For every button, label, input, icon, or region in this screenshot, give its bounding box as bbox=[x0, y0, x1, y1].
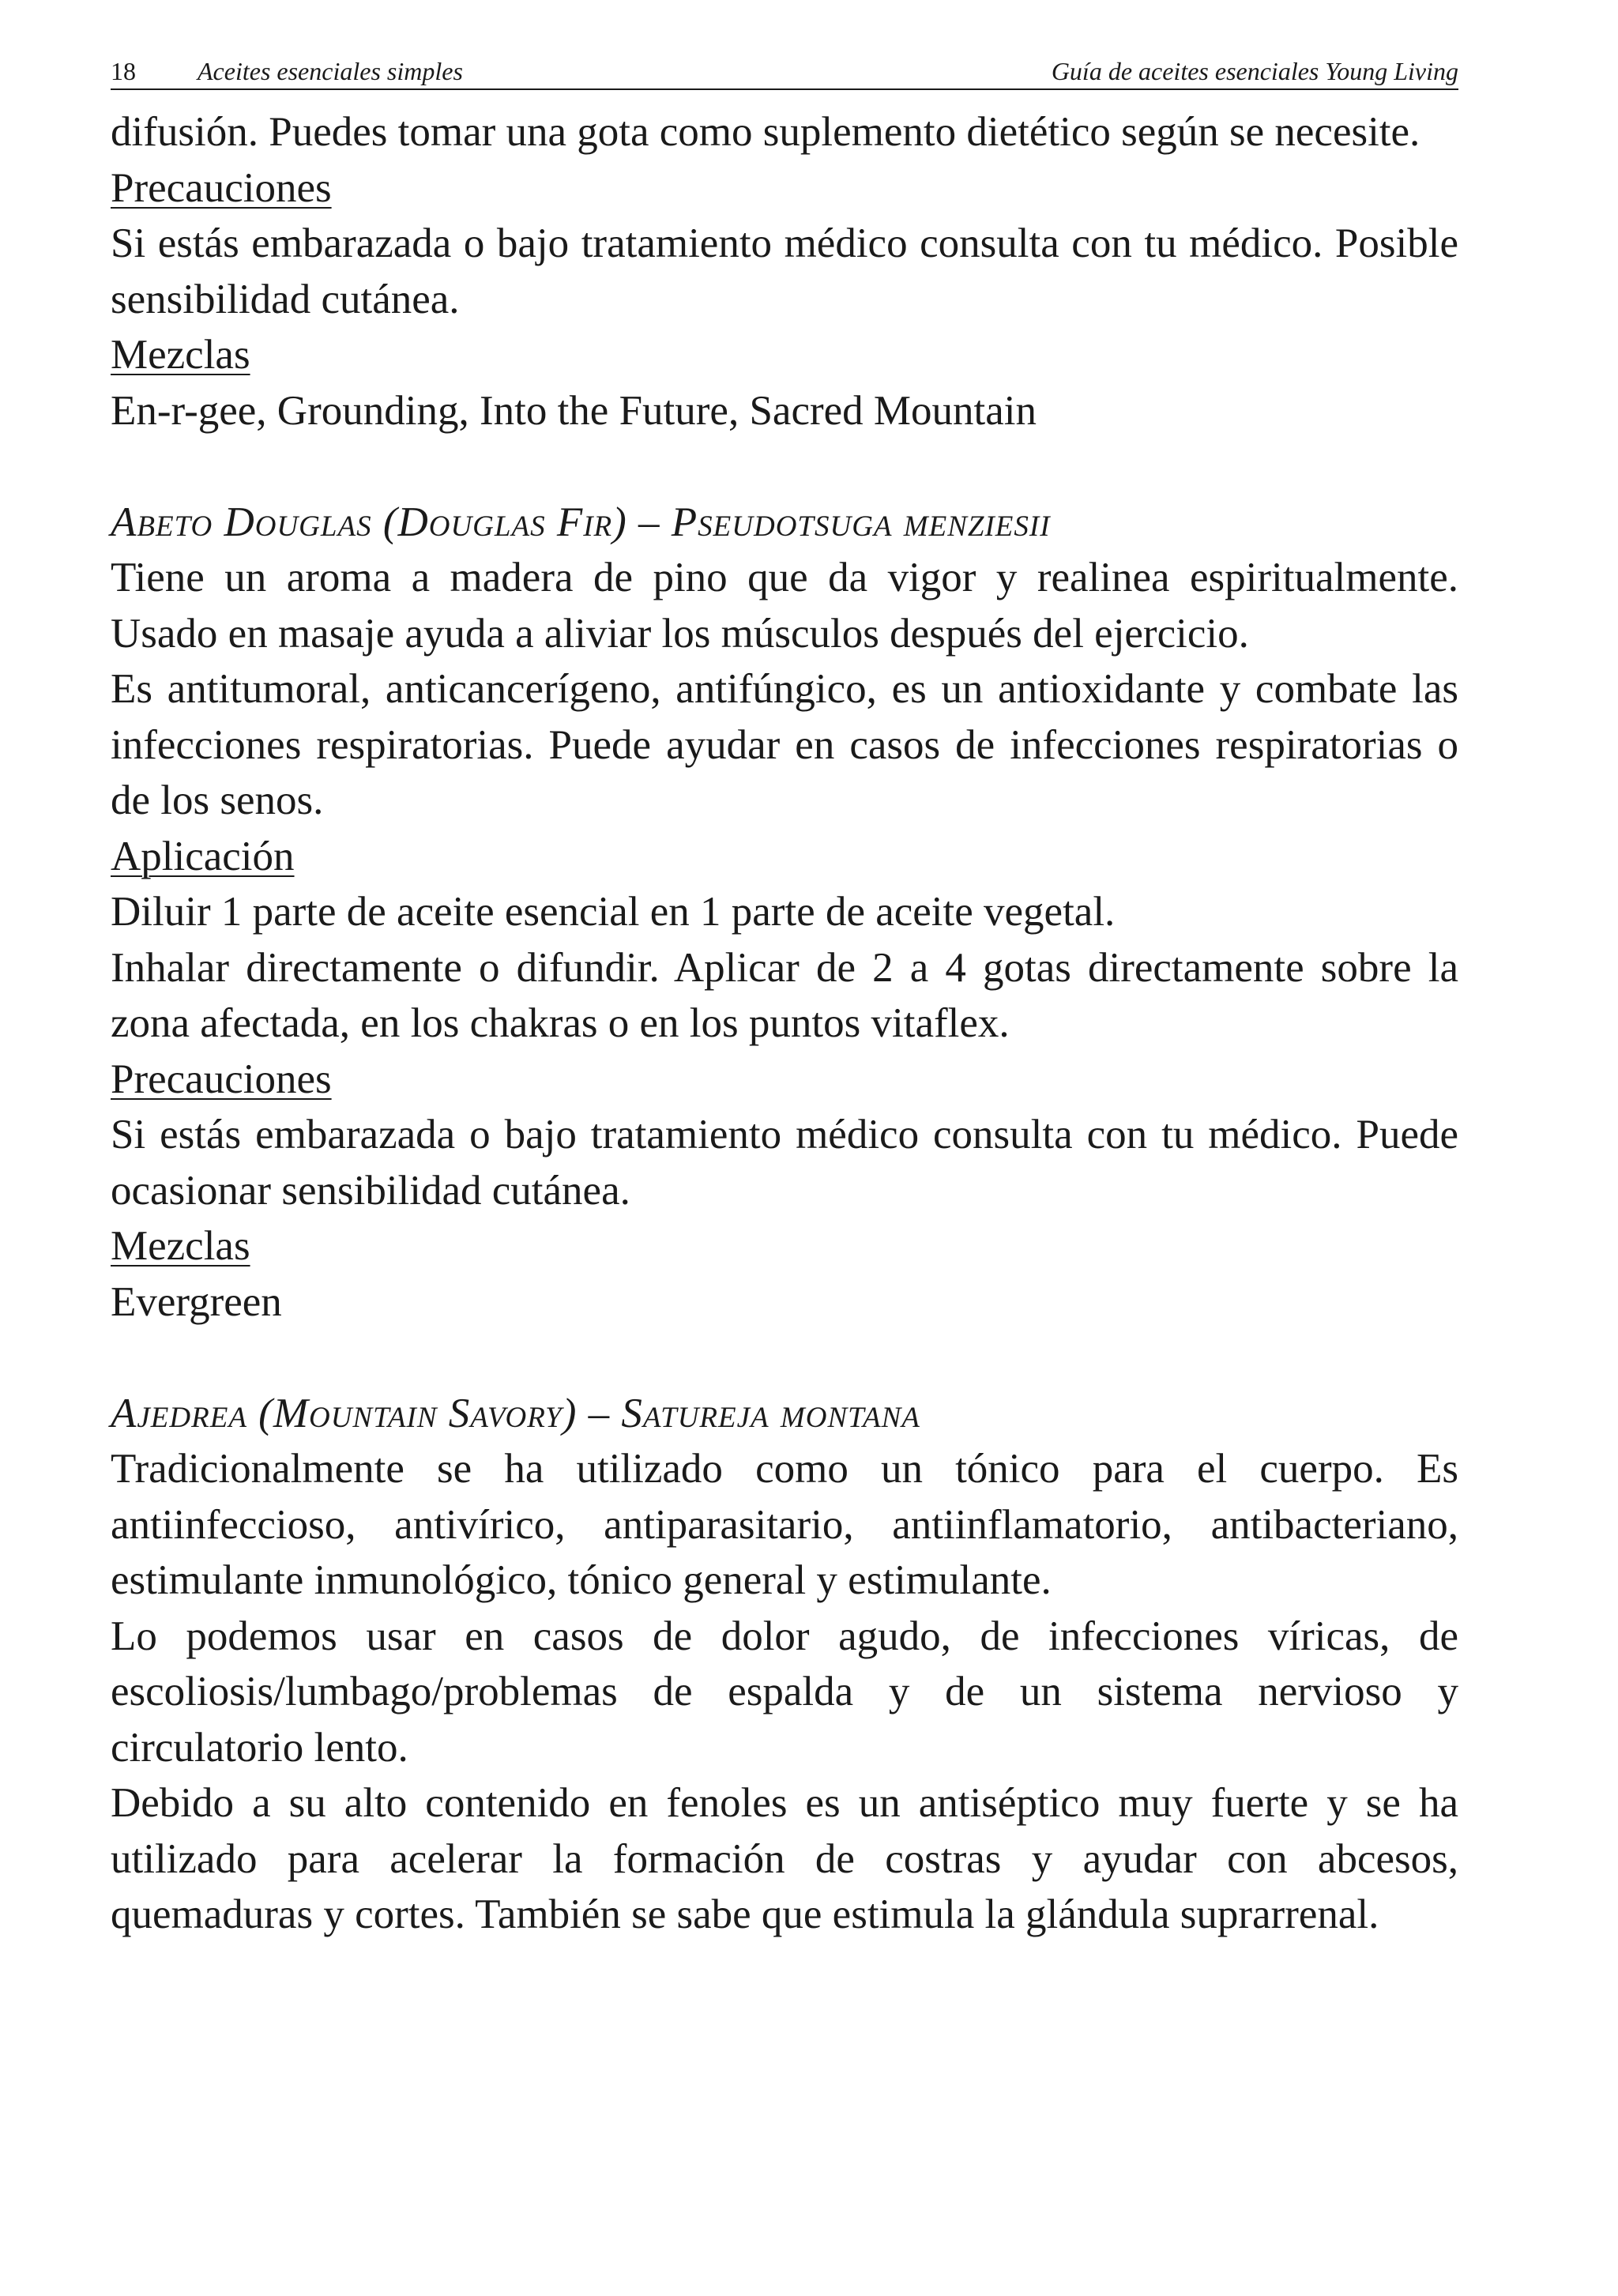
aplicacion-line-2: Inhalar directamente o difundir. Aplicar de 2 a 4 gotas directamente sobre la zona afectada, en los chakras o en los puntos vitaflex. bbox=[111, 944, 1458, 1046]
continuation-paragraph: difusión. Puedes tomar una gota como suplemento dietético según se necesite. bbox=[111, 109, 1420, 155]
document-page bbox=[111, 55, 1458, 1943]
abeto-mezclas-subheading: Mezclas bbox=[111, 1223, 250, 1269]
section-spacer bbox=[111, 438, 1458, 495]
abeto-precauciones-text: Si estás embarazada o bajo tratamiento médico consulta con tu médico. Puede ocasionar sensibilidad cutánea. bbox=[111, 1112, 1458, 1214]
precauciones-text: Si estás embarazada o bajo tratamiento médico consulta con tu médico. Posible sensibilidad cutánea. bbox=[111, 220, 1458, 322]
ajedrea-paragraph-1: Tradicionalmente se ha utilizado como un tónico para el cuerpo. Es antiinfeccioso, antivírico, antiparasitario, antiinflamatorio, antibacteriano, estimulante inmunológico, tónico general y estimulante. bbox=[111, 1446, 1458, 1603]
running-header bbox=[111, 55, 1458, 90]
mezclas-subheading: Mezclas bbox=[111, 332, 250, 378]
aplicacion-line-1: Diluir 1 parte de aceite esencial en 1 parte de aceite vegetal. bbox=[111, 889, 1116, 935]
abeto-mezclas-text: Evergreen bbox=[111, 1278, 282, 1325]
aplicacion-subheading: Aplicación bbox=[111, 833, 295, 879]
ajedrea-paragraph-2: Lo podemos usar en casos de dolor agudo, de infecciones víricas, de escoliosis/lumbago/problemas de espalda y de un sistema nervioso y circulatorio lento. bbox=[111, 1613, 1458, 1771]
mezclas-text: En-r-gee, Grounding, Into the Future, Sacred Mountain bbox=[111, 387, 1037, 434]
page-number: 18 bbox=[111, 57, 136, 85]
precauciones-subheading: Precauciones bbox=[111, 164, 332, 211]
section-heading-ajedrea: Ajedrea (Mountain Savory) – Satureja montana bbox=[111, 1390, 920, 1436]
section-heading-abeto-douglas: Abeto Douglas (Douglas Fir) – Pseudotsuga menziesii bbox=[111, 499, 1051, 545]
abeto-precauciones-subheading: Precauciones bbox=[111, 1056, 332, 1102]
abeto-paragraph-2: Es antitumoral, anticancerígeno, antifúngico, es un antioxidante y combate las infecciones respiratorias. Puede ayudar en casos de infecciones respiratorias o de los senos. bbox=[111, 666, 1458, 823]
running-header-left-title: Aceites esenciales simples bbox=[198, 57, 463, 85]
section-spacer bbox=[111, 1330, 1458, 1386]
ajedrea-paragraph-3: Debido a su alto contenido en fenoles es un antiséptico muy fuerte y se ha utilizado para acelerar la formación de costras y ayudar con abcesos, quemaduras y cortes. También se sabe que estimula la glándula suprarrenal. bbox=[111, 1780, 1458, 1937]
running-header-right-title: Guía de aceites esenciales Young Living bbox=[1051, 57, 1458, 85]
abeto-paragraph-1: Tiene un aroma a madera de pino que da vigor y realinea espiritualmente. Usado en masaje ayuda a aliviar los músculos después del ejercicio. bbox=[111, 555, 1458, 657]
page-content bbox=[111, 104, 1458, 1943]
